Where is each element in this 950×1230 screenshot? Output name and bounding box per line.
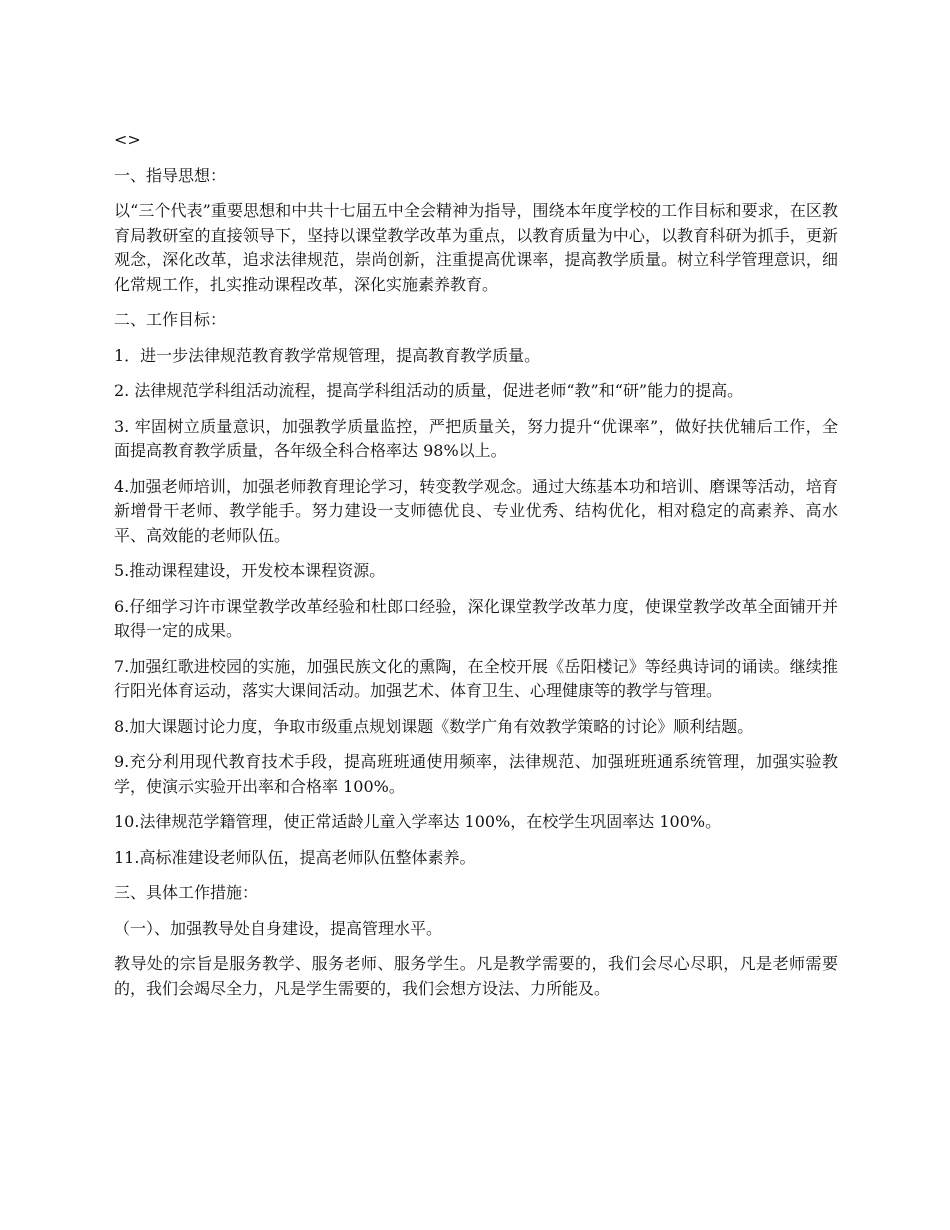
goal-item-9: 9.充分利用现代教育技术手段，提高班班通使用频率，法律规范、加强班班通系统管理，加强实验教学，使演示实验开出率和合格率 100%。 xyxy=(114,752,838,796)
section-heading-guiding-ideology: 一、指导思想： xyxy=(114,165,227,185)
paragraph-office-purpose: 教导处的宗旨是服务教学、服务老师、服务学生。凡是教学需要的，我们会尽心尽职，凡是老师需要的，我们会竭尽全力，凡是学生需要的，我们会想方设法、力所能及。 xyxy=(114,954,838,998)
goal-item-8: 8.加大课题讨论力度，争取市级重点规划课题《数学广角有效教学策略的讨论》顺利结题。 xyxy=(114,716,754,736)
goal-item-10: 10.法律规范学籍管理，使正常适龄儿童入学率达 100%，在校学生巩固率达 100%。 xyxy=(114,812,722,831)
goal-item-11: 11.高标准建设老师队伍，提高老师队伍整体素养。 xyxy=(114,847,476,867)
subsection-heading-office-construction: （一）、加强教导处自身建设，提高管理水平。 xyxy=(114,918,443,938)
section-heading-work-goals: 二、工作目标： xyxy=(114,310,227,329)
section-heading-specific-measures: 三、具体工作措施： xyxy=(114,883,259,902)
goal-item-2: 2. 法律规范学科组活动流程，提高学科组活动的质量，促进老师“教”和“研”能力的提高。 xyxy=(114,381,744,400)
goal-item-1: 1．进一步法律规范教育教学常规管理，提高教育教学质量。 xyxy=(114,345,541,365)
goal-item-5: 5.推动课程建设，开发校本课程资源。 xyxy=(114,561,386,580)
paragraph-guiding-ideology: 以“三个代表”重要思想和中共十七届五中全会精神为指导，围绕本年度学校的工作目标和要求，在区教育局教研室的直接领导下，坚持以课堂教学改革为重点，以教育质量为中心，以教育科研为抓手，更新观念，深化改革，追求法律规范，崇尚创新，注重提高优课率，提高教学质量。树立科学管理意识，细化常规工作，扎实推动课程改革，深化实施素养教育。 xyxy=(114,201,838,294)
goal-item-4: 4.加强老师培训，加强老师教育理论学习，转变教学观念。通过大练基本功和培训、磨课等活动，培育新增骨干老师、教学能手。努力建设一支师德优良、专业优秀、结构优化，相对稳定的高素养、高水平、高效能的老师队伍。 xyxy=(114,476,838,545)
goal-item-7: 7.加强红歌进校园的实施，加强民族文化的熏陶，在全校开展《岳阳楼记》等经典诗词的诵读。继续推行阳光体育运动，落实大课间活动。加强艺术、体育卫生、心理健康等的教学与管理。 xyxy=(114,656,838,700)
document-marker: <> xyxy=(114,130,141,149)
goal-item-3: 3. 牢固树立质量意识，加强教学质量监控，严把质量关，努力提升“优课率”，做好扶优辅后工作，全面提高教育教学质量，各年级全科合格率达 98%以上。 xyxy=(114,416,838,460)
goal-item-6: 6.仔细学习许市课堂教学改革经验和杜郎口经验，深化课堂教学改革力度，使课堂教学改革全面铺开并取得一定的成果。 xyxy=(114,596,838,640)
